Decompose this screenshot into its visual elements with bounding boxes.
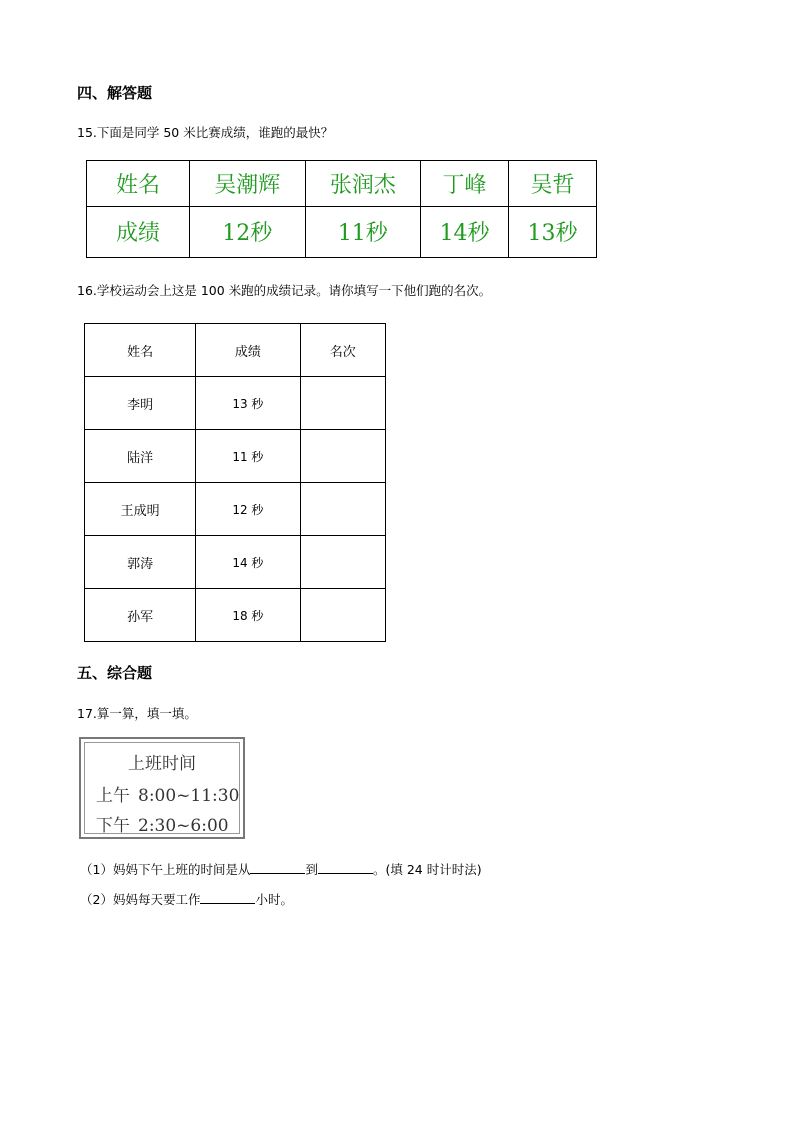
cell-rank-input[interactable] — [300, 536, 385, 589]
sub1-prefix: （1）妈妈下午上班的时间是从 — [80, 862, 251, 877]
afternoon-label: 下午 — [96, 816, 130, 836]
table-cell: 丁峰 — [421, 161, 509, 207]
schedule-title: 上班时间 — [128, 754, 196, 774]
question-17-text: 17.算一算，填一填。 — [77, 706, 197, 721]
afternoon-time: 2:30~6:00 — [138, 816, 229, 836]
race-50m-table — [86, 160, 597, 258]
table-row — [85, 377, 386, 430]
section-title-4: 四、解答题 — [77, 84, 153, 102]
table-row — [85, 483, 386, 536]
header-name: 姓名 — [85, 324, 196, 377]
cell-name: 孙军 — [85, 589, 196, 642]
cell-name: 陆洋 — [85, 430, 196, 483]
header-rank: 名次 — [300, 324, 385, 377]
cell-name: 李明 — [85, 377, 196, 430]
question-15-text: 15.下面是同学 50 米比赛成绩，谁跑的最快？ — [77, 125, 334, 140]
work-schedule-image — [79, 737, 245, 839]
table-row — [85, 589, 386, 642]
table-header-row — [85, 324, 386, 377]
table-row — [87, 161, 597, 207]
answer-blank[interactable] — [318, 861, 373, 874]
cell-score: 18 秒 — [196, 589, 300, 642]
morning-label: 上午 — [96, 786, 130, 806]
answer-blank[interactable] — [250, 861, 305, 874]
table-cell: 成绩 — [87, 206, 190, 257]
cell-rank-input[interactable] — [300, 430, 385, 483]
table-cell: 12秒 — [190, 206, 306, 257]
table-cell: 张润杰 — [305, 161, 421, 207]
cell-rank-input[interactable] — [300, 483, 385, 536]
cell-name: 郭涛 — [85, 536, 196, 589]
schedule-morning — [96, 781, 239, 806]
sub1-mid: 到 — [305, 862, 318, 877]
cell-score: 14 秒 — [196, 536, 300, 589]
table-row — [87, 206, 597, 257]
cell-score: 13 秒 — [196, 377, 300, 430]
table-cell: 14秒 — [421, 206, 509, 257]
table-row — [85, 536, 386, 589]
cell-rank-input[interactable] — [300, 589, 385, 642]
cell-score: 12 秒 — [196, 483, 300, 536]
cell-name: 王成明 — [85, 483, 196, 536]
table-row — [85, 430, 386, 483]
table-cell: 11秒 — [305, 206, 421, 257]
question-16-text: 16.学校运动会上这是 100 米跑的成绩记录。请你填写一下他们跑的名次。 — [77, 283, 492, 298]
header-score: 成绩 — [196, 324, 300, 377]
answer-blank[interactable] — [200, 891, 255, 904]
sub2-suffix: 小时。 — [255, 892, 293, 907]
section-title-5: 五、综合题 — [77, 664, 153, 682]
schedule-afternoon — [96, 811, 229, 836]
sub-question-1 — [80, 860, 482, 878]
table-cell: 13秒 — [509, 206, 597, 257]
cell-score: 11 秒 — [196, 430, 300, 483]
cell-rank-input[interactable] — [300, 377, 385, 430]
schedule-inner-frame — [84, 742, 240, 834]
sub2-prefix: （2）妈妈每天要工作 — [80, 892, 201, 907]
table-cell: 吴哲 — [509, 161, 597, 207]
morning-time: 8:00~11:30 — [138, 786, 240, 806]
sub-question-2 — [80, 890, 293, 908]
sub1-suffix: 。(填 24 时计时法) — [372, 862, 482, 877]
race-100m-table — [84, 323, 386, 642]
table-cell: 吴潮辉 — [190, 161, 306, 207]
table-cell: 姓名 — [87, 161, 190, 207]
